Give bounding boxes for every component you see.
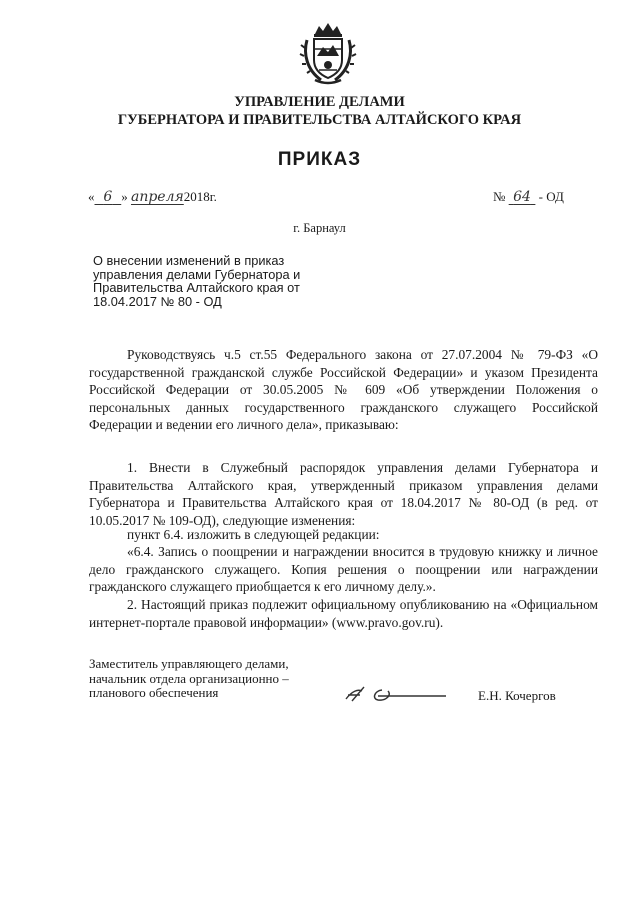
date-year: 2018г. — [183, 189, 217, 204]
altai-krai-coat-of-arms-icon — [299, 20, 357, 86]
body-paragraph-preamble: Руководствуясь ч.5 ст.55 Федерального закона от 27.07.2004 № 79-ФЗ «О государственной гражданской службе Российской Федерации» и указом Президента Российской Федерации от 30.05.2005 № 609 «Об утверждении Положения о персональных данных государственного гражданского служащего Российской Федерации и ведении его личного дела», приказываю: — [89, 347, 598, 433]
subject-line: Правительства Алтайского края от — [93, 280, 300, 295]
agency-name-line1: УПРАВЛЕНИЕ ДЕЛАМИ — [234, 94, 405, 110]
date-close-quote: » — [121, 189, 128, 204]
signatory-position-line: планового обеспечения — [89, 685, 219, 700]
document-title: ПРИКАЗ — [277, 149, 362, 170]
document-number — [493, 189, 564, 205]
document-date — [88, 189, 217, 205]
signatory-position-line: Заместитель управляющего делами, — [89, 656, 289, 671]
subject-line: управления делами Губернатора и — [93, 266, 301, 282]
body-paragraph-item-1: 1. Внести в Служебный распорядок управления делами Губернатора и Правительства Алтайского края, утвержденный приказом управления делами Губернатора и Правительства Алтайского края от 18.04.2017 № 80-ОД (в ред. от 10.05.2017 № 109-ОД), следующие изменения: — [89, 460, 598, 528]
body-paragraph-clause: пункт 6.4. изложить в следующей редакции: — [127, 527, 380, 542]
subject-line: О внесении изменений в приказ — [93, 253, 285, 268]
body-paragraph-item-2: 2. Настоящий приказ подлежит официальному опубликованию на «Официальном интернет-портале правовой информации» (www.pravo.gov.ru). — [89, 597, 598, 630]
signatory-name: Е.Н. Кочергов — [478, 688, 556, 703]
subject-line: 18.04.2017 № 80 - ОД — [93, 293, 222, 309]
number-suffix: - ОД — [538, 189, 564, 204]
date-open-quote: « — [88, 189, 95, 204]
document-subject — [93, 254, 353, 308]
number-value: 64 — [513, 189, 531, 205]
date-month: апреля — [130, 189, 184, 205]
number-prefix: № — [493, 189, 506, 204]
signatory-position-line: начальник отдела организационно – — [89, 670, 289, 686]
body-paragraph-new-wording: «6.4. Запись о поощрении и награждении вносится в трудовую книжку и личное дело гражданского служащего. Копия решения о поощрении или награждении гражданского служащего приобщается к его личному делу.». — [89, 544, 598, 595]
date-day: 6 — [103, 189, 113, 205]
signatory-position — [89, 657, 289, 701]
document-city: г. Барнаул — [293, 221, 346, 235]
handwritten-signature-icon — [342, 681, 450, 707]
agency-name-line2: ГУБЕРНАТОРА И ПРАВИТЕЛЬСТВА АЛТАЙСКОГО КРАЯ — [117, 112, 522, 128]
